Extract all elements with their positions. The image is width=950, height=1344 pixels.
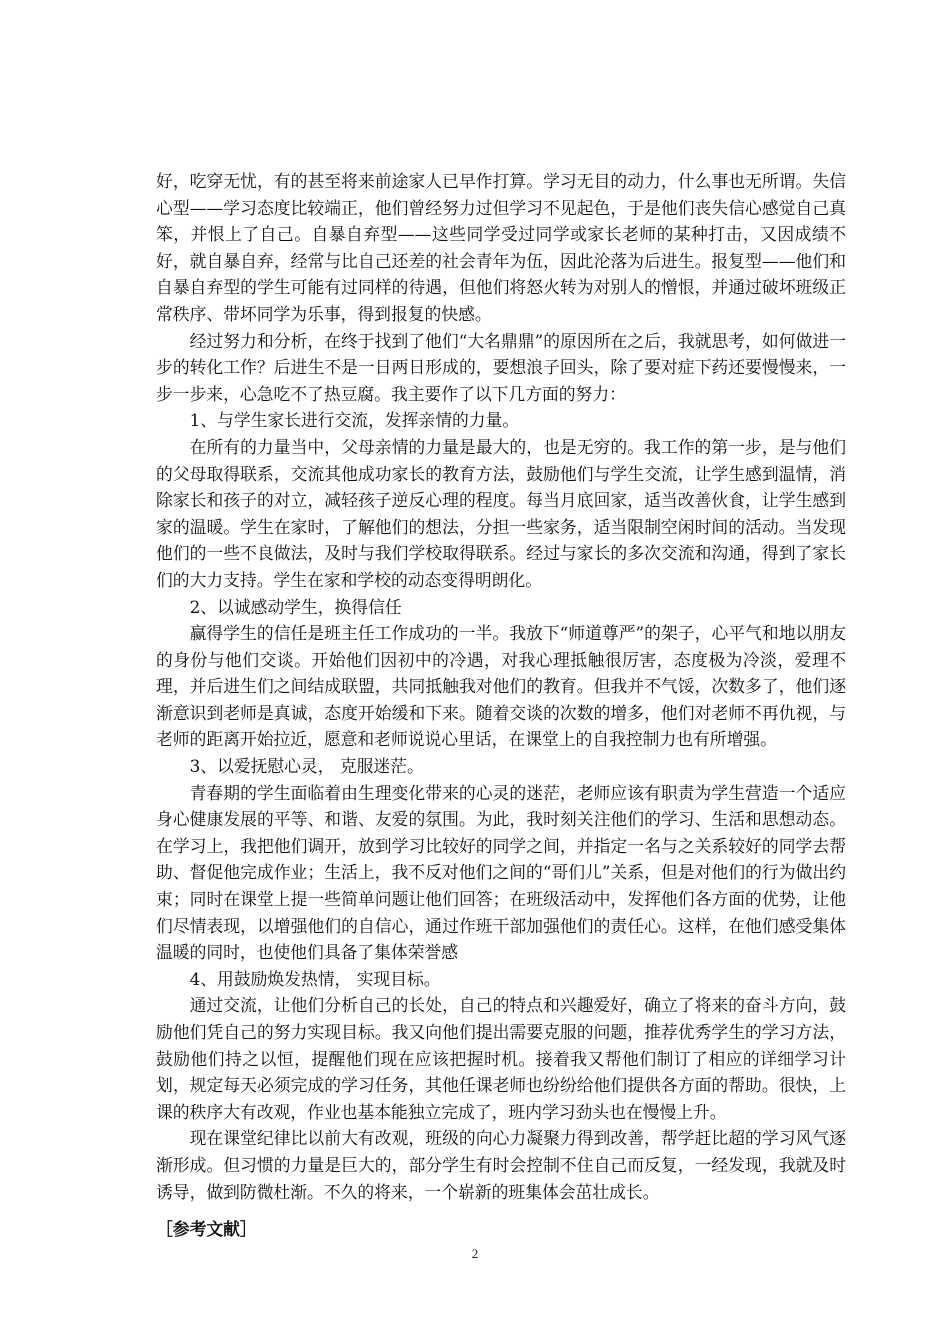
page-number: 2 — [471, 1246, 479, 1261]
paragraph-care: 青春期的学生面临着由生理变化带来的心灵的迷茫，老师应该有职责为学生营造一个适应身心健康发展的平等、和谐、友爱的氛围。为此，我时刻关注他们的学习、生活和思想动态。在学习上，我把他们调开，放到学习比较好的同学之间，并指定一名与之关系较好的同学去帮助、督促他完成作业；生活上，我不反对他们之间的“哥们儿”关系，但是对他们的行为做出约束；同时在课堂上提一些简单问题让他们回答；在班级活动中，发挥他们各方面的优势，让他们尽情表现，以增强他们的自信心，通过作班干部加强他们的责任心。这样，在他们感受集体温暖的同时，也使他们具备了集体荣誉感 — [156, 782, 846, 963]
section-heading-2: 2、以诚感动学生，换得信任 — [189, 596, 402, 617]
section-heading-1: 1、与学生家长进行交流，发挥亲情的力量。 — [189, 410, 520, 431]
body-text — [156, 168, 846, 1205]
paragraph-conclusion: 现在课堂纪律比以前大有改观，班级的向心力凝聚力得到改善，帮学赶比超的学习风气逐渐形成。但习惯的力量是巨大的，部分学生有时会控制不住自己而反复，一经发现，我就及时诱导，做到防微杜渐。不久的将来，一个崭新的班集体会茁壮成长。 — [156, 1128, 846, 1202]
section-heading-4: 4、用鼓励焕发热情， 实现目标。 — [189, 968, 441, 989]
paragraph-continuation: 好，吃穿无忧，有的甚至将来前途家人已早作打算。学习无目的动力，什么事也无所谓。失信心型——学习态度比较端正，他们曾经努力过但学习不见起色，于是他们丧失信心感觉自己真笨，并恨上了自己。自暴自弃型——这些同学受过同学或家长老师的某种打击，又因成绩不好，就自暴自弃，经常与比自己还差的社会青年为伍，因此沦落为后进生。报复型——他们和自暴自弃型的学生可能有过同样的待遇，但他们将怒火转为对别人的憎恨，并通过破坏班级正常秩序、带坏同学为乐事，得到报复的快感。 — [156, 171, 846, 324]
paragraph-parents: 在所有的力量当中，父母亲情的力量是最大的，也是无穷的。我工作的第一步，是与他们的父母取得联系，交流其他成功家长的教育方法，鼓励他们与学生交流，让学生感到温情，消除家长和孩子的对立，减轻孩子逆反心理的程度。每当月底回家，适当改善伙食，让学生感到家的温暖。学生在家时，了解他们的想法，分担一些家务，适当限制空闲时间的活动。当发现他们的一些不良做法，及时与我们学校取得联系。经过与家长的多次交流和沟通，得到了家长们的大力支持。学生在家和学校的动态变得明朗化。 — [156, 436, 846, 590]
paragraph-goals: 通过交流，让他们分析自己的长处，自己的特点和兴趣爱好，确立了将来的奋斗方向，鼓励他们凭自己的努力实现目标。我又向他们提出需要克服的问题，推荐优秀学生的学习方法，鼓励他们持之以恒，提醒他们现在应该把握时机。接着我又帮他们制订了相应的详细学习计划，规定每天必须完成的学习任务，其他任课老师也纷纷给他们提供各方面的帮助。很快，上课的秩序大有改观，作业也基本能独立完成了，班内学习劲头也在慢慢上升。 — [156, 995, 846, 1122]
paragraph-analysis: 经过努力和分析，在终于找到了他们“大名鼎鼎”的原因所在之后，我就思考，如何做进一步的转化工作？后进生不是一日两日形成的，要想浪子回头，除了要对症下药还要慢慢来，一步一步来，心急吃不了热豆腐。我主要作了以下几方面的努力： — [156, 330, 846, 404]
paragraph-trust: 赢得学生的信任是班主任工作成功的一半。我放下“师道尊严”的架子，心平气和地以朋友的身份与他们交谈。开始他们因初中的冷遇，对我心理抵触很厉害，态度极为冷淡，爱理不理，并后进生们之间结成联盟，共同抵触我对他们的教育。但我并不气馁，次数多了，他们逐渐意识到老师是真诚，态度开始缓和下来。随着交谈的次数的增多，他们对老师不再仇视，与老师的距离开始拉近，愿意和老师说说心里话，在课堂上的自我控制力也有所增强。 — [156, 623, 846, 750]
references-heading: ［参考文献］ — [156, 1219, 257, 1239]
section-heading-3: 3、以爱抚慰心灵， 克服迷茫。 — [189, 756, 424, 777]
